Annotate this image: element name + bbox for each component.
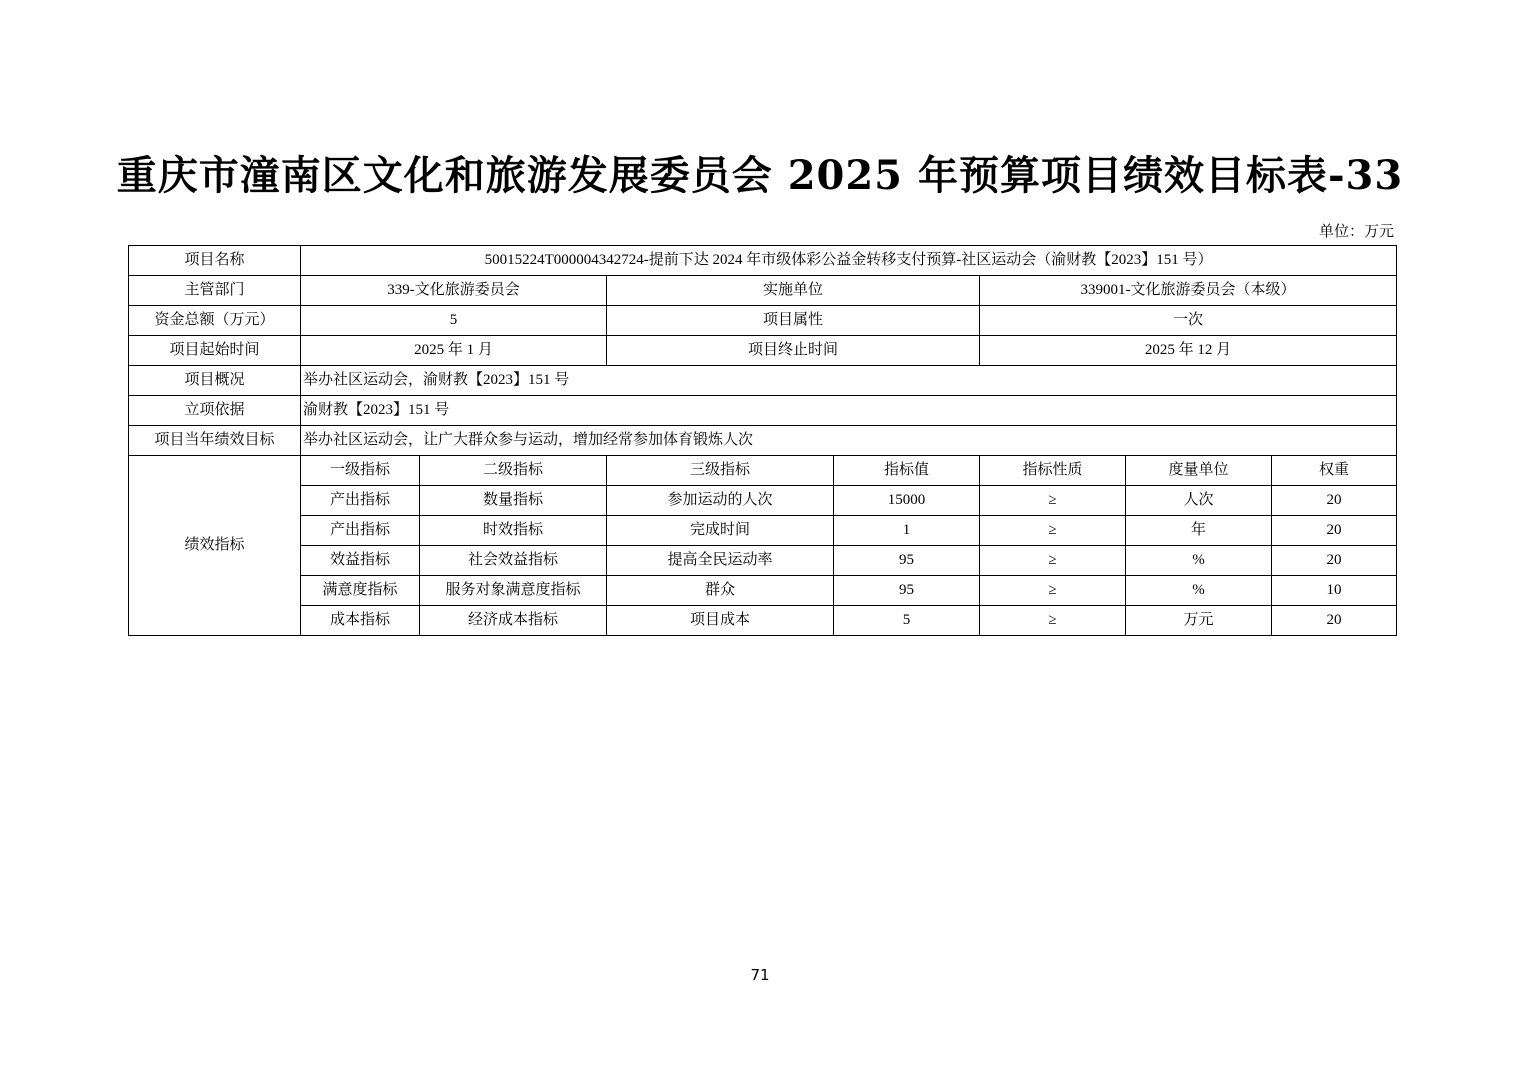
table-row (129, 516, 1397, 546)
attr-label: 项目属性 (607, 306, 980, 336)
level3-cell: 提高全民运动率 (607, 546, 834, 576)
nature-cell: ≥ (980, 546, 1126, 576)
nature-cell: ≥ (980, 576, 1126, 606)
weight-cell: 20 (1272, 606, 1397, 636)
value-cell: 5 (834, 606, 980, 636)
end-label: 项目终止时间 (607, 336, 980, 366)
level3-cell: 参加运动的人次 (607, 486, 834, 516)
impl-label: 实施单位 (607, 276, 980, 306)
overview-value: 举办社区运动会，渝财教【2023】151 号 (301, 366, 1397, 396)
level1-cell: 成本指标 (301, 606, 420, 636)
table-row (129, 546, 1397, 576)
fund-value: 5 (301, 306, 607, 336)
unit-label: 单位：万元 (1318, 224, 1394, 240)
start-label: 项目起始时间 (129, 336, 301, 366)
overview-label: 项目概况 (129, 366, 301, 396)
level1-cell: 产出指标 (301, 516, 420, 546)
page-number: 71 (750, 966, 770, 984)
nature-cell: ≥ (980, 606, 1126, 636)
row-basis (129, 396, 1397, 426)
weight-cell: 10 (1272, 576, 1397, 606)
level1-cell: 产出指标 (301, 486, 420, 516)
fund-label: 资金总额（万元） (129, 306, 301, 336)
header-nature: 指标性质 (980, 456, 1126, 486)
impl-value: 339001-文化旅游委员会（本级） (980, 276, 1397, 306)
level3-cell: 项目成本 (607, 606, 834, 636)
table-row (129, 486, 1397, 516)
indicators-section-label: 绩效指标 (129, 456, 301, 636)
dept-value: 339-文化旅游委员会 (301, 276, 607, 306)
row-fund (129, 306, 1397, 336)
basis-label: 立项依据 (129, 396, 301, 426)
header-level2: 二级指标 (420, 456, 607, 486)
attr-value: 一次 (980, 306, 1397, 336)
unit-cell: % (1126, 546, 1272, 576)
level2-cell: 经济成本指标 (420, 606, 607, 636)
dept-label: 主管部门 (129, 276, 301, 306)
unit-cell: % (1126, 576, 1272, 606)
goal-label: 项目当年绩效目标 (129, 426, 301, 456)
header-unit: 度量单位 (1126, 456, 1272, 486)
project-name-label: 项目名称 (129, 246, 301, 276)
row-project-name (129, 246, 1397, 276)
value-cell: 95 (834, 546, 980, 576)
indicator-header-row (129, 456, 1397, 486)
level2-cell: 服务对象满意度指标 (420, 576, 607, 606)
nature-cell: ≥ (980, 516, 1126, 546)
value-cell: 15000 (834, 486, 980, 516)
value-cell: 1 (834, 516, 980, 546)
start-value: 2025 年 1 月 (301, 336, 607, 366)
end-value: 2025 年 12 月 (980, 336, 1397, 366)
weight-cell: 20 (1272, 546, 1397, 576)
level2-cell: 社会效益指标 (420, 546, 607, 576)
level1-cell: 效益指标 (301, 546, 420, 576)
table-row (129, 576, 1397, 606)
level3-cell: 群众 (607, 576, 834, 606)
row-period (129, 336, 1397, 366)
project-name-value: 50015224T000004342724-提前下达 2024 年市级体彩公益金转移支付预算-社区运动会（渝财教【2023】151 号） (301, 246, 1397, 276)
nature-cell: ≥ (980, 486, 1126, 516)
header-value: 指标值 (834, 456, 980, 486)
unit-cell: 年 (1126, 516, 1272, 546)
level2-cell: 数量指标 (420, 486, 607, 516)
unit-cell: 人次 (1126, 486, 1272, 516)
row-overview (129, 366, 1397, 396)
row-goal (129, 426, 1397, 456)
weight-cell: 20 (1272, 486, 1397, 516)
header-level3: 三级指标 (607, 456, 834, 486)
header-level1: 一级指标 (301, 456, 420, 486)
level2-cell: 时效指标 (420, 516, 607, 546)
value-cell: 95 (834, 576, 980, 606)
page-title: 重庆市潼南区文化和旅游发展委员会 2025 年预算项目绩效目标表-33 (116, 152, 1404, 199)
header-weight: 权重 (1272, 456, 1397, 486)
performance-target-table (128, 245, 1397, 636)
goal-value: 举办社区运动会，让广大群众参与运动，增加经常参加体育锻炼人次 (301, 426, 1397, 456)
level1-cell: 满意度指标 (301, 576, 420, 606)
basis-value: 渝财教【2023】151 号 (301, 396, 1397, 426)
row-department (129, 276, 1397, 306)
table-row (129, 606, 1397, 636)
level3-cell: 完成时间 (607, 516, 834, 546)
weight-cell: 20 (1272, 516, 1397, 546)
unit-cell: 万元 (1126, 606, 1272, 636)
